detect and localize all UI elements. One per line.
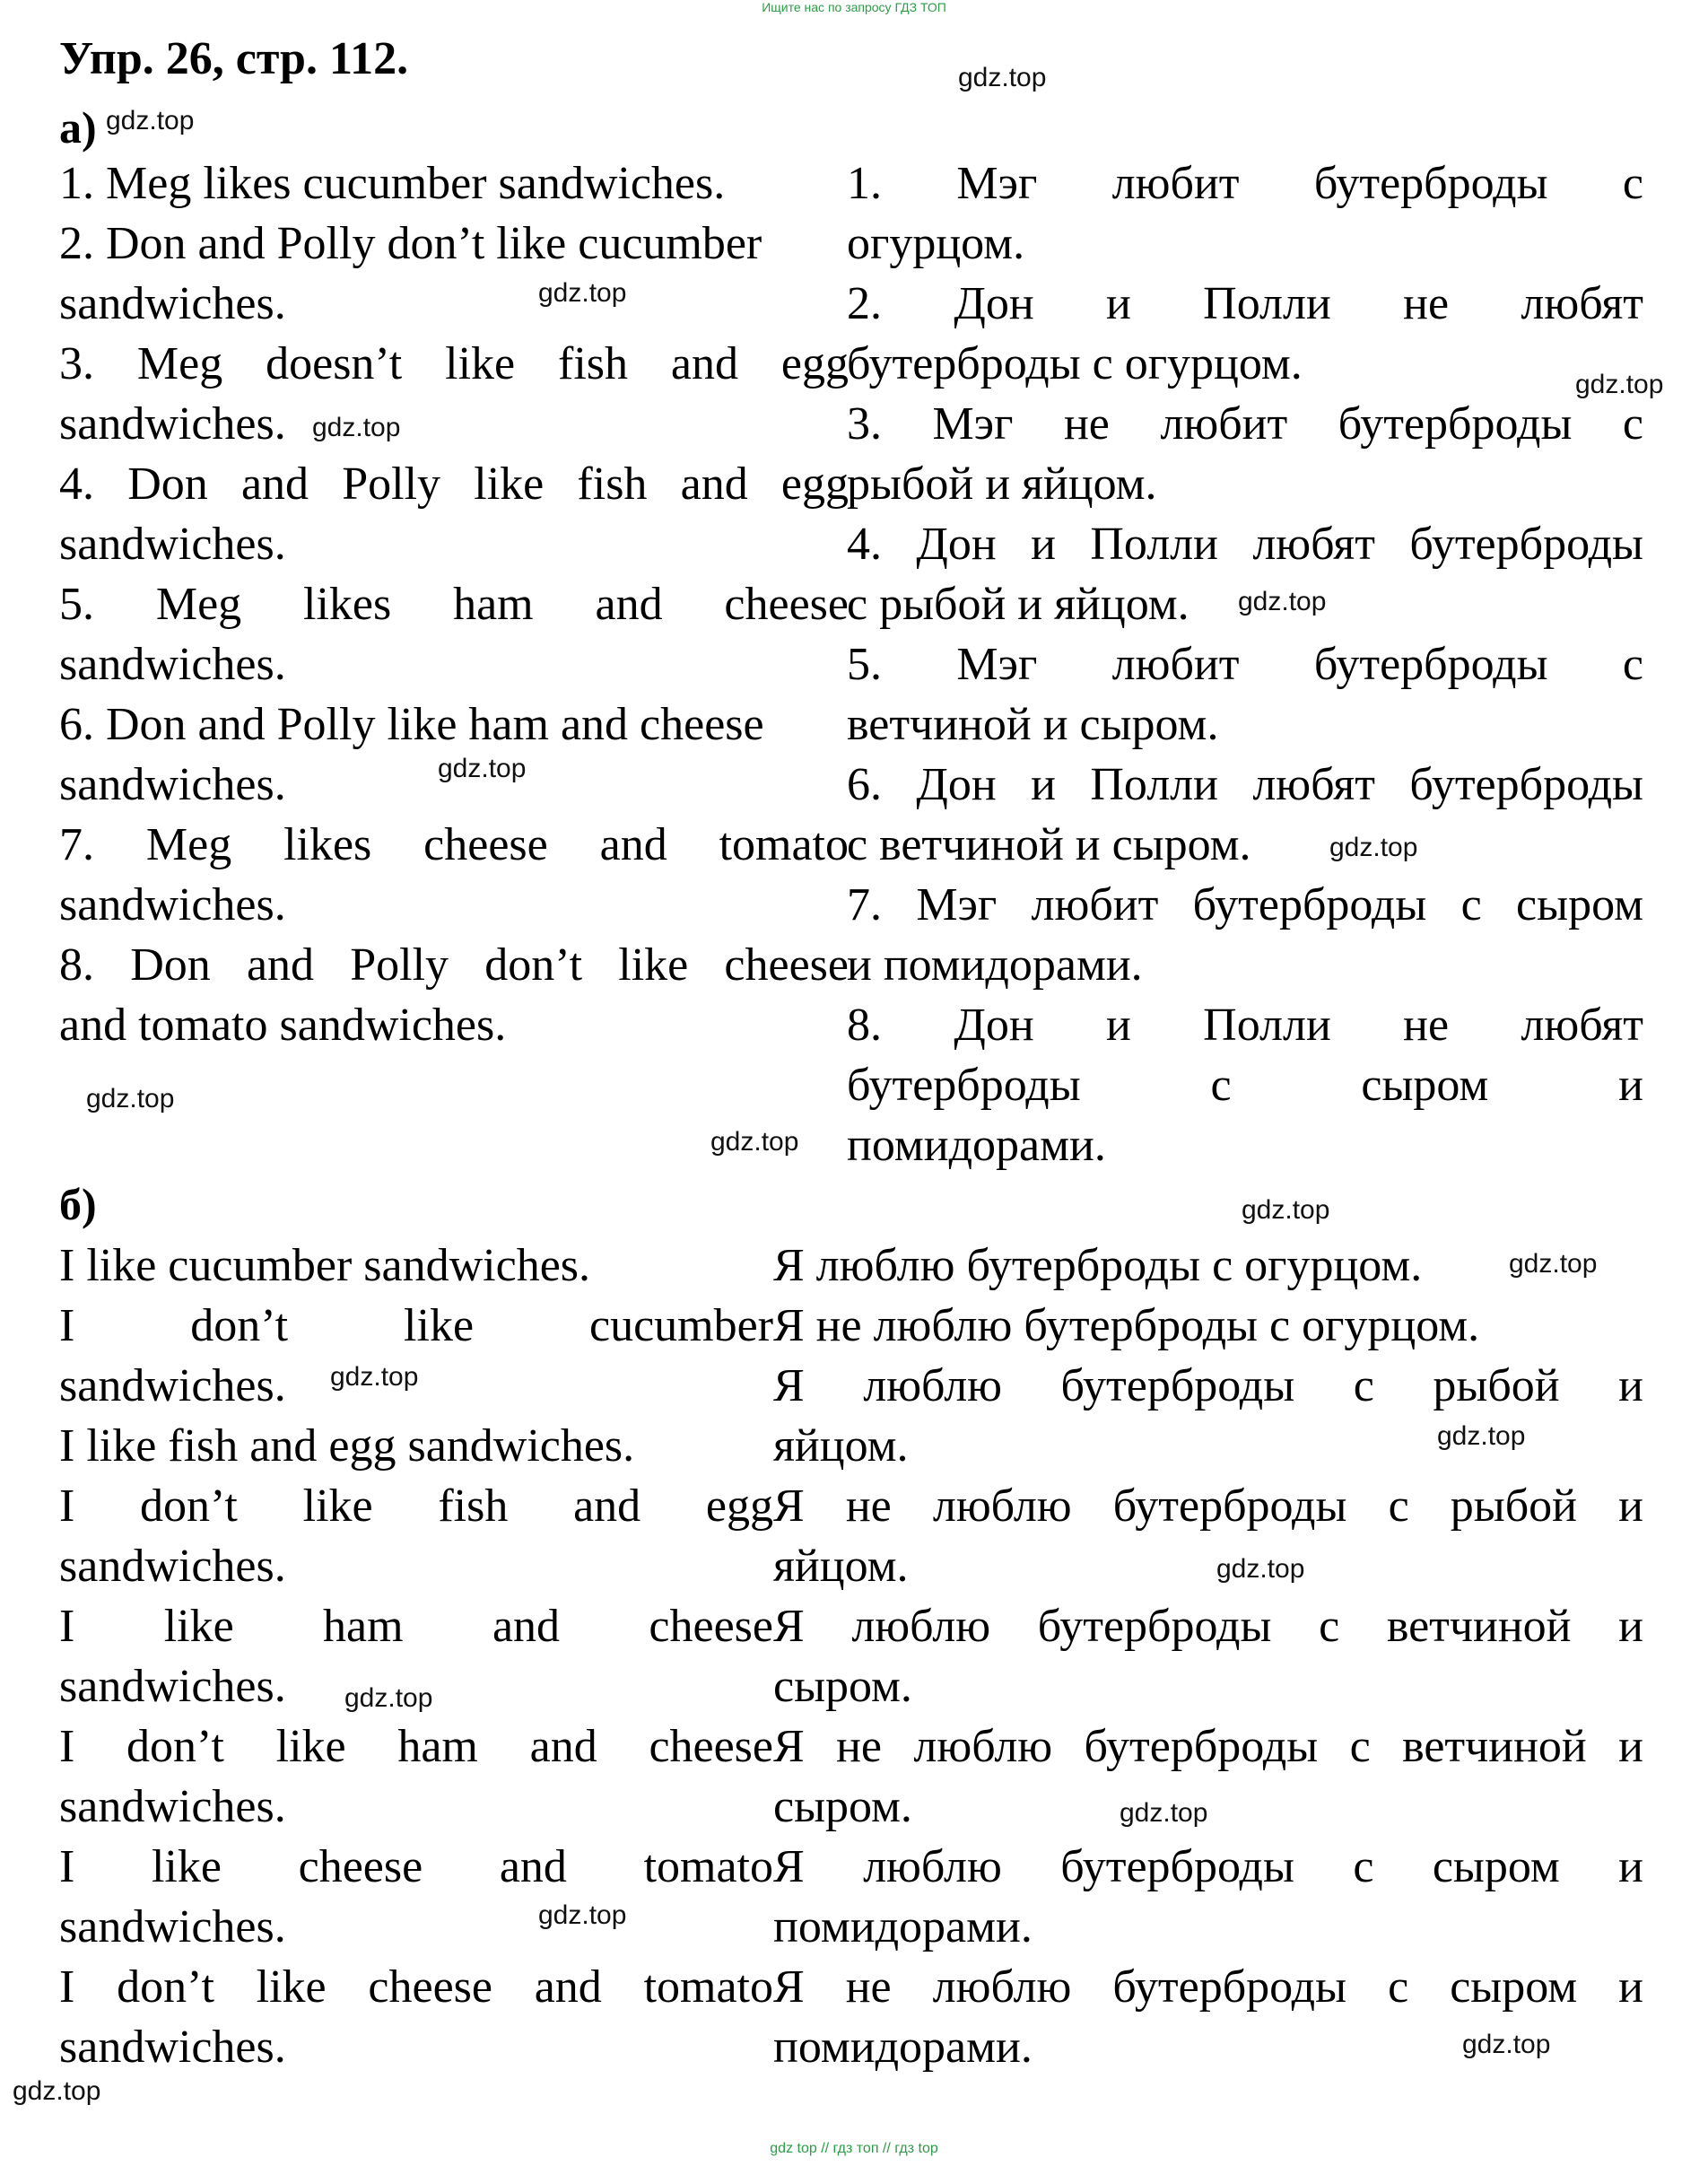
watermark: gdz.top: [1437, 1421, 1526, 1451]
en-a-line: 3. Meg doesn’t like fish and egg: [59, 338, 849, 389]
watermark: gdz.top: [106, 106, 195, 135]
ru-b-line: Я не люблю бутерброды с огурцом.: [773, 1300, 1480, 1351]
watermark: gdz.top: [86, 1084, 175, 1114]
ru-b-line: помидорами.: [773, 1901, 1033, 1952]
en-a-line: sandwiches.: [59, 398, 286, 450]
ru-b-line: яйцом.: [773, 1420, 909, 1472]
ru-a-line: огурцом.: [847, 218, 1025, 269]
watermark: gdz.top: [538, 278, 627, 308]
en-a-line: 1. Meg likes cucumber sandwiches.: [59, 158, 726, 209]
section-a-label: а): [59, 102, 97, 153]
watermark: gdz.top: [1509, 1249, 1598, 1279]
ru-b-line: сыром.: [773, 1781, 912, 1832]
watermark: gdz.top: [958, 63, 1047, 92]
top-banner[interactable]: Ищите нас по запросу ГДЗ ТОП: [762, 0, 946, 14]
ru-a-line: 3. Мэг не любит бутерброды с: [847, 398, 1643, 450]
ru-a-line: и помидорами.: [847, 939, 1143, 991]
en-a-line: 5. Meg likes ham and cheese: [59, 579, 849, 630]
ru-a-line: 7. Мэг любит бутерброды с сыром: [847, 879, 1643, 930]
ru-a-line: ветчиной и сыром.: [847, 699, 1219, 750]
en-b-line: sandwiches.: [59, 1901, 286, 1952]
ru-b-line: помидорами.: [773, 2022, 1033, 2073]
en-b-line: sandwiches.: [59, 1360, 286, 1411]
en-a-line: sandwiches.: [59, 278, 286, 329]
ru-a-line: рыбой и яйцом.: [847, 459, 1157, 510]
watermark: gdz.top: [312, 413, 401, 442]
en-a-line: sandwiches.: [59, 759, 286, 810]
en-b-line: sandwiches.: [59, 2022, 286, 2073]
en-a-line: sandwiches.: [59, 879, 286, 930]
en-a-line: and tomato sandwiches.: [59, 1000, 507, 1051]
ru-a-line: 2. Дон и Полли не любят: [847, 278, 1643, 329]
ru-a-line: бутерброды с сыром и: [847, 1060, 1643, 1111]
ru-b-line: Я не люблю бутерброды с рыбой и: [773, 1480, 1643, 1532]
ru-a-line: бутерброды с огурцом.: [847, 338, 1303, 389]
en-b-line: I like cucumber sandwiches.: [59, 1240, 591, 1291]
en-a-line: sandwiches.: [59, 519, 286, 570]
ru-b-line: Я люблю бутерброды с рыбой и: [773, 1360, 1643, 1411]
ru-b-line: Я не люблю бутерброды с сыром и: [773, 1961, 1643, 2013]
watermark: gdz.top: [1329, 833, 1418, 862]
ru-a-line: 1. Мэг любит бутерброды с: [847, 158, 1643, 209]
en-a-line: 4. Don and Polly like fish and egg: [59, 459, 849, 510]
watermark: gdz.top: [344, 1683, 433, 1713]
en-a-line: sandwiches.: [59, 639, 286, 690]
watermark: gdz.top: [1120, 1798, 1208, 1828]
en-b-line: I like fish and egg sandwiches.: [59, 1420, 635, 1472]
en-b-line: sandwiches.: [59, 1661, 286, 1712]
watermark: gdz.top: [330, 1362, 419, 1392]
ru-a-line: с рыбой и яйцом.: [847, 579, 1190, 630]
ru-a-line: с ветчиной и сыром.: [847, 819, 1251, 870]
ru-a-line: 8. Дон и Полли не любят: [847, 1000, 1643, 1051]
en-b-line: I don’t like cucumber: [59, 1300, 773, 1351]
ru-a-line: 5. Мэг любит бутерброды с: [847, 639, 1643, 690]
en-a-line: 2. Don and Polly don’t like cucumber: [59, 218, 762, 269]
en-b-line: I don’t like cheese and tomato: [59, 1961, 773, 2013]
page-title: Упр. 26, стр. 112.: [59, 33, 409, 84]
watermark: gdz.top: [538, 1900, 627, 1930]
ru-b-line: сыром.: [773, 1661, 912, 1712]
en-b-line: I don’t like fish and egg: [59, 1480, 773, 1532]
watermark: gdz.top: [438, 754, 527, 783]
ru-a-line: 4. Дон и Полли любят бутерброды: [847, 519, 1643, 570]
watermark: gdz.top: [1242, 1195, 1330, 1225]
ru-a-line: помидорами.: [847, 1120, 1106, 1171]
en-b-line: sandwiches.: [59, 1781, 286, 1832]
en-a-line: 8. Don and Polly don’t like cheese: [59, 939, 849, 991]
en-b-line: sandwiches.: [59, 1541, 286, 1592]
section-b-label: б): [59, 1179, 97, 1229]
ru-b-line: Я не люблю бутерброды с ветчиной и: [773, 1721, 1643, 1772]
footer-links[interactable]: gdz top // гдз топ // гдз top: [770, 2141, 938, 2156]
watermark: gdz.top: [1238, 587, 1327, 616]
watermark: gdz.top: [1575, 370, 1664, 399]
watermark: gdz.top: [13, 2076, 101, 2106]
ru-a-line: 6. Дон и Полли любят бутерброды: [847, 759, 1643, 810]
en-b-line: I like ham and cheese: [59, 1601, 773, 1652]
en-b-line: I don’t like ham and cheese: [59, 1721, 773, 1772]
en-a-line: 6. Don and Polly like ham and cheese: [59, 699, 764, 750]
ru-b-line: яйцом.: [773, 1541, 909, 1592]
en-a-line: 7. Meg likes cheese and tomato: [59, 819, 849, 870]
en-b-line: I like cheese and tomato: [59, 1841, 773, 1892]
watermark: gdz.top: [1462, 2030, 1551, 2059]
ru-b-line: Я люблю бутерброды с огурцом.: [773, 1240, 1423, 1291]
watermark: gdz.top: [1216, 1554, 1305, 1584]
ru-b-line: Я люблю бутерброды с сыром и: [773, 1841, 1643, 1892]
ru-b-line: Я люблю бутерброды с ветчиной и: [773, 1601, 1643, 1652]
watermark: gdz.top: [710, 1127, 799, 1157]
